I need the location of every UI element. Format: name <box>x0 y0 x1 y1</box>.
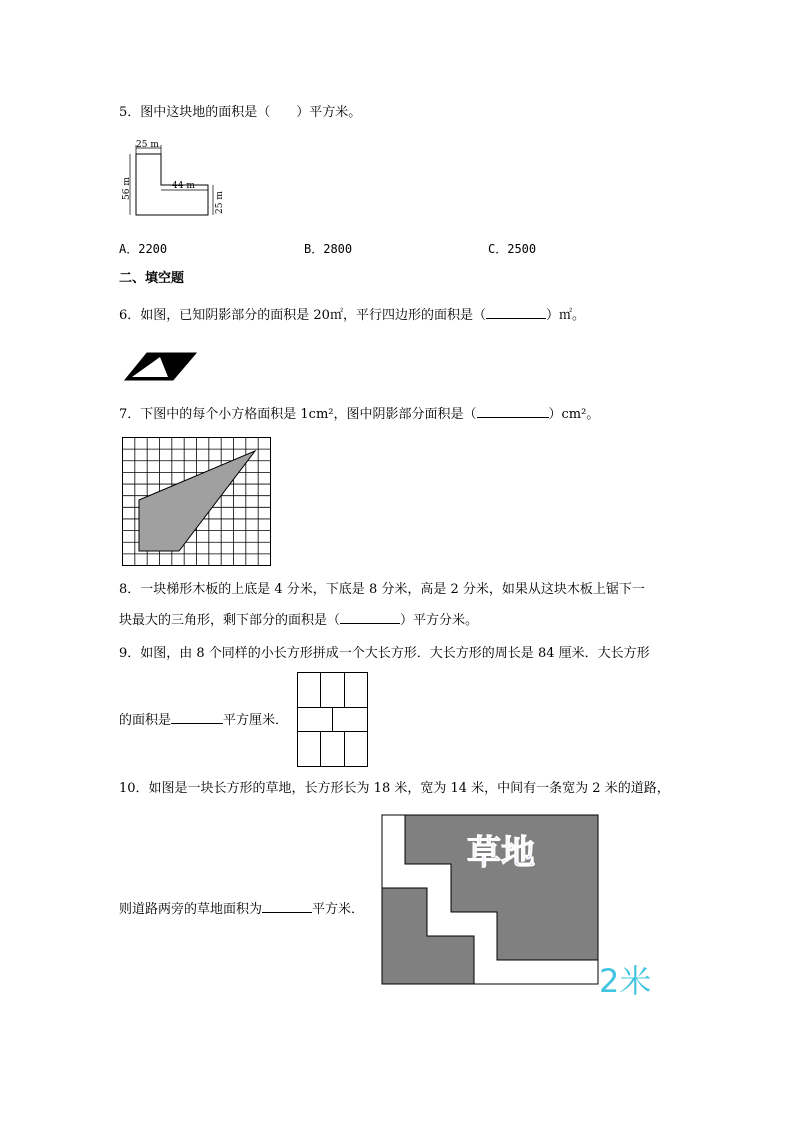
q7-text <box>119 405 599 424</box>
q5-choice-a: A．2200 <box>119 242 168 256</box>
q5-dim-left: 56 m <box>122 177 132 200</box>
q5-l-shape-figure <box>118 138 228 220</box>
q7-blank <box>477 405 549 418</box>
q8-line2 <box>119 611 478 630</box>
q5-choice-c: C．2500 <box>488 242 537 256</box>
q5-dim-right: 25 m <box>215 191 225 214</box>
grass-label: 草地 <box>467 833 535 873</box>
q6-blank <box>486 306 546 319</box>
q10-line2 <box>119 900 364 919</box>
q10-line1: 10．如图是一块长方形的草地，长方形长为 18 米，宽为 14 米，中间有一条宽为 2 米的道路， <box>119 781 670 796</box>
q10-grass-figure <box>381 814 661 1004</box>
q8-text-after: ）平方分米。 <box>400 613 479 628</box>
shaded-region <box>139 451 255 551</box>
q9-line1: 9．如图，由 8 个同样的小长方形拼成一个大长方形．大长方形的周长是 84 厘米．大长方形 <box>119 646 650 661</box>
q6-parallelogram-figure <box>124 352 198 382</box>
q5-text: 5．图中这块地的面积是（ ）平方米。 <box>119 105 362 120</box>
q9-blank <box>171 711 223 724</box>
q7-text-before: 7．下图中的每个小方格面积是 1cm²，图中阴影部分面积是（ <box>119 407 477 422</box>
q10-blank <box>262 900 312 913</box>
q5-dim-top: 25 m <box>136 140 159 150</box>
q9-rectangles-figure <box>297 672 369 768</box>
q9-text-after: 平方厘米． <box>223 713 289 728</box>
q9-text-before: 的面积是 <box>119 713 172 728</box>
q10-text-after: 平方米． <box>312 902 365 917</box>
q5-choice-b: B．2800 <box>304 242 353 256</box>
q6-text-after: ）㎡。 <box>545 308 585 323</box>
q6-text <box>119 306 585 325</box>
q9-line2 <box>119 711 288 730</box>
road-width-label: 2米 <box>599 962 652 1000</box>
q7-text-after: ）cm²。 <box>548 407 600 422</box>
q7-grid-figure <box>122 437 272 567</box>
q8-blank <box>340 611 400 624</box>
q8-line1: 8．一块梯形木板的上底是 4 分米，下底是 8 分米，高是 2 分米，如果从这块木板上锯下一 <box>119 582 645 597</box>
section-title: 二、填空题 <box>119 271 185 286</box>
q10-text-before: 则道路两旁的草地面积为 <box>119 902 263 917</box>
q8-text-before: 块最大的三角形，剩下部分的面积是（ <box>119 613 341 628</box>
q5-dim-middle: 44 m <box>172 181 195 191</box>
q6-text-before: 6．如图，已知阴影部分的面积是 20㎡，平行四边形的面积是（ <box>119 308 486 323</box>
